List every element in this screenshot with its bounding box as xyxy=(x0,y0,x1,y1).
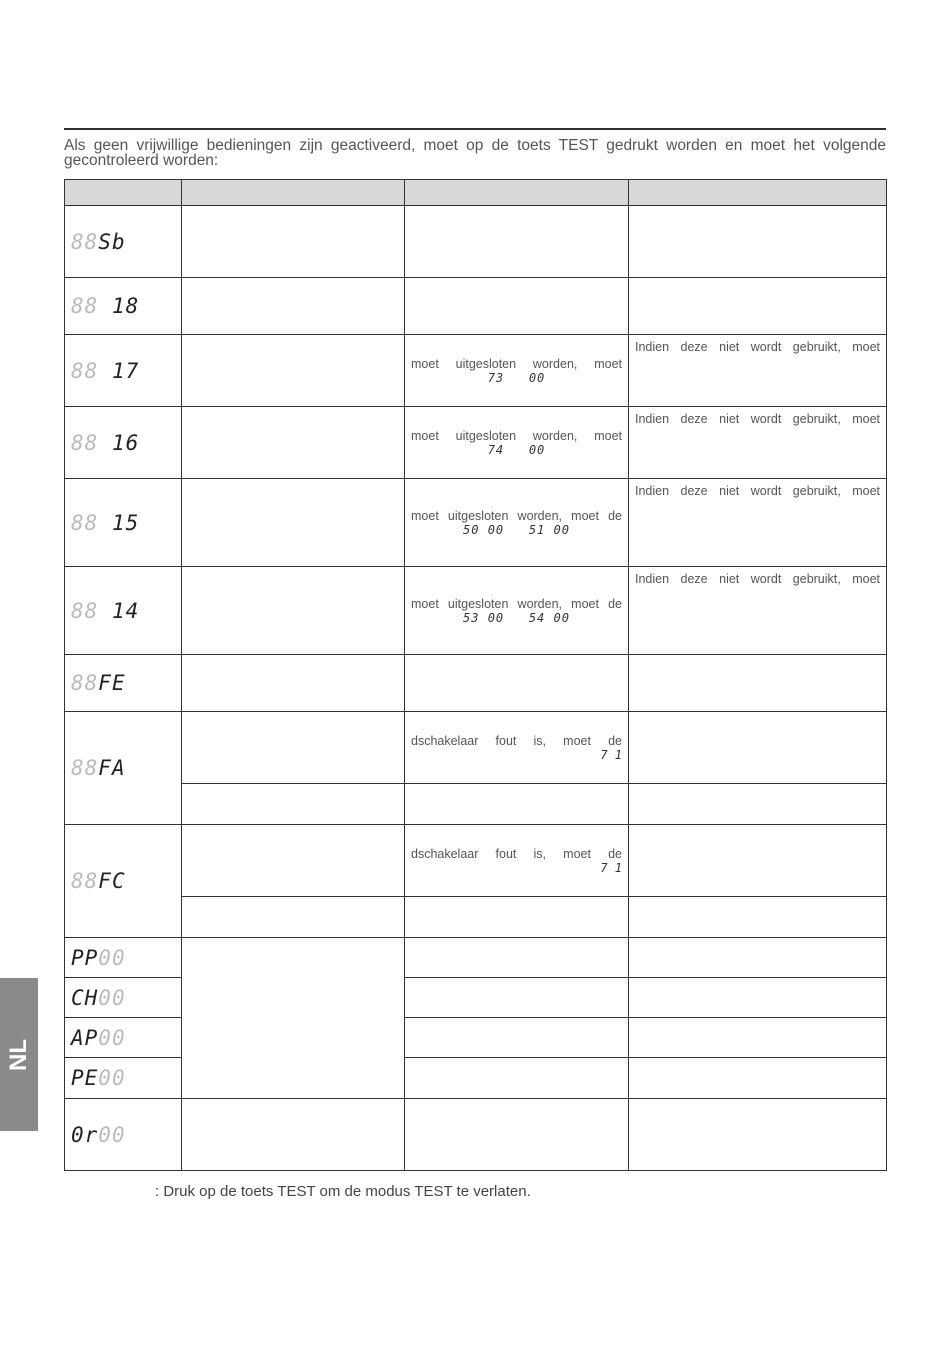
table-row xyxy=(65,479,887,567)
action-cell: moet uitgesloten worden, moet 74 00 xyxy=(405,407,629,479)
note-cell: Indien deze niet wordt gebruikt, moet xyxy=(629,567,887,655)
display-code: 88 14 xyxy=(65,567,182,655)
display-code: 88 15 xyxy=(65,479,182,567)
display-code: 88Sb xyxy=(65,206,182,278)
display-code: 88 18 xyxy=(65,278,182,335)
display-code: 88FE xyxy=(65,655,182,712)
display-code: 88FC xyxy=(65,825,182,938)
table-row xyxy=(65,206,887,278)
table-row xyxy=(65,938,887,978)
table-row xyxy=(65,567,887,655)
action-cell: moet uitgesloten worden, moet de 53 00 54 00 xyxy=(405,567,629,655)
table-row xyxy=(65,825,887,897)
display-code: PP00 xyxy=(65,938,182,978)
language-tab-label: NL xyxy=(5,1038,32,1071)
table-row xyxy=(65,278,887,335)
display-code: 88 16 xyxy=(65,407,182,479)
table-row xyxy=(65,897,887,938)
note-cell: Indien deze niet wordt gebruikt, moet xyxy=(629,479,887,567)
table-row xyxy=(65,655,887,712)
action-cell: moet uitgesloten worden, moet de 50 00 51 00 xyxy=(405,479,629,567)
test-table xyxy=(64,179,887,1171)
table-row xyxy=(65,1099,887,1171)
display-code: PE00 xyxy=(65,1058,182,1099)
language-tab xyxy=(0,978,38,1131)
table-header xyxy=(65,180,887,206)
action-cell: dschakelaar fout is, moet de 7 1 xyxy=(405,712,629,784)
top-rule xyxy=(64,128,886,130)
display-code: 88FA xyxy=(65,712,182,825)
display-code: 0r00 xyxy=(65,1099,182,1171)
note-cell: Indien deze niet wordt gebruikt, moet xyxy=(629,407,887,479)
table-row xyxy=(65,712,887,784)
table-row xyxy=(65,407,887,479)
note-cell: Indien deze niet wordt gebruikt, moet xyxy=(629,335,887,407)
intro-text: Als geen vrijwillige bedieningen zijn geactiveerd, moet op de toets TEST gedrukt worden en moet het volgende gecontroleerd worden: xyxy=(64,137,886,169)
table-row xyxy=(65,335,887,407)
display-code: CH00 xyxy=(65,978,182,1018)
display-code: AP00 xyxy=(65,1018,182,1058)
display-code: 88 17 xyxy=(65,335,182,407)
action-cell: moet uitgesloten worden, moet 73 00 xyxy=(405,335,629,407)
footer-note: : Druk op de toets TEST om de modus TEST te verlaten. xyxy=(155,1183,531,1200)
table-row xyxy=(65,784,887,825)
action-cell: dschakelaar fout is, moet de 7 1 xyxy=(405,825,629,897)
